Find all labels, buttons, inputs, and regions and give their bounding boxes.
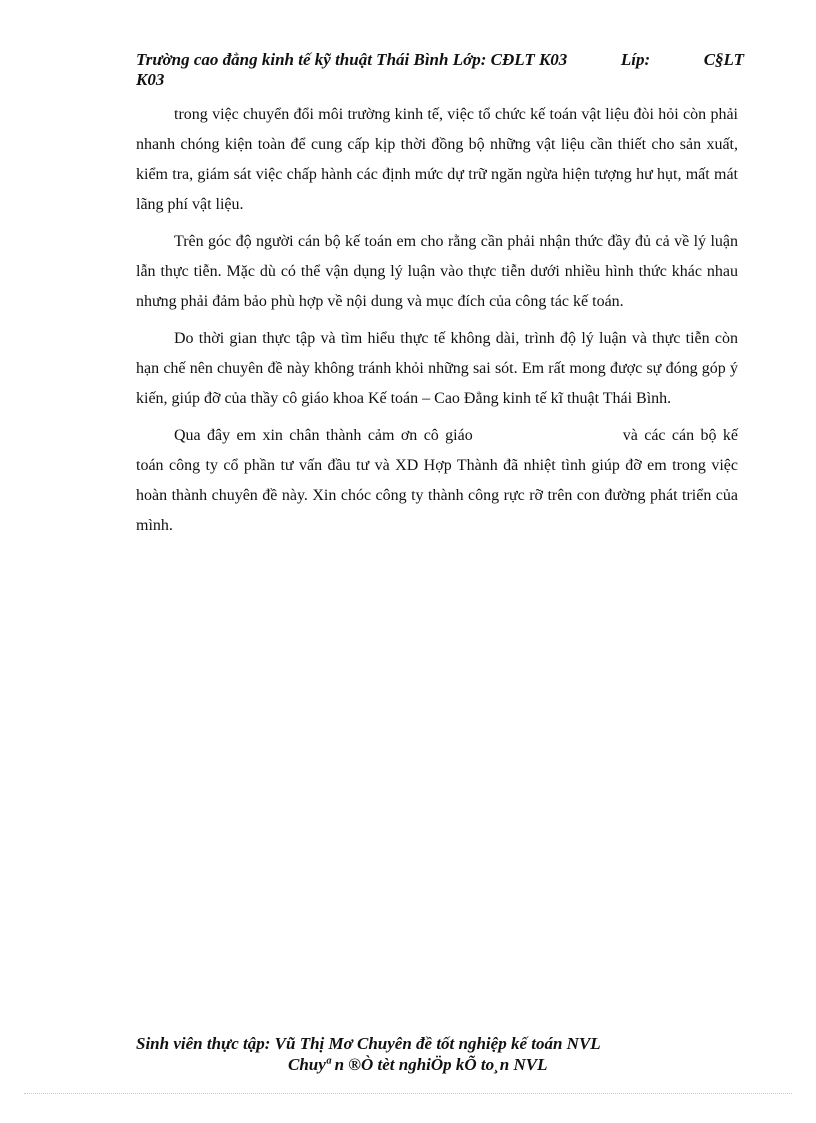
header-school-class: Trường cao đẳng kinh tế kỹ thuật Thái Bình Lớp: CĐLT K03 <box>136 50 568 69</box>
paragraph-2: Trên góc độ người cán bộ kế toán em cho rằng cần phải nhận thức đầy đủ cả về lý luận lẫn thực tiễn. Mặc dù có thể vận dụng lý luận vào thực tiễn dưới nhiều hình thức khác nhau nhưng phải đảm bảo phù hợp về nội dung và mục đích của công tác kế toán. <box>136 233 738 310</box>
header-row <box>136 50 744 70</box>
page-bottom-divider <box>24 1093 792 1094</box>
paragraph-1: trong việc chuyển đổi môi trường kinh tế, việc tổ chức kế toán vật liệu đòi hỏi còn phải nhanh chóng kiện toàn để cung cấp kịp thời đồng bộ những vật liệu cần thiết cho sản xuất, kiểm tra, giám sát việc chấp hành các định mức dự trữ ngăn ngừa hiện tượng hư hụt, mất mát lãng phí vật liệu. <box>136 106 738 213</box>
page-footer <box>136 1033 756 1075</box>
document-body <box>136 100 738 548</box>
footer-line-2: Chuyª n ®Ò tèt nghiÖp kÕ to¸n NVL <box>288 1055 548 1074</box>
paragraph-4 <box>136 421 738 541</box>
paragraph-4-end: và các cán bộ kế toán công ty cổ phần tư vấn đầu tư và XD Hợp Thành đã nhiệt tình giúp đỡ em trong việc hoàn thành chuyên đề này. Xin chóc công ty thành công rực rỡ trên con đường phát triển của mình. <box>136 427 738 534</box>
header-class-code: C§LT <box>703 50 744 69</box>
paragraph-3: Do thời gian thực tập và tìm hiểu thực tế không dài, trình độ lý luận và thực tiễn còn hạn chế nên chuyên đề này không tránh khỏi những sai sót. Em rất mong được sự đóng góp ý kiến, giúp đỡ của thầy cô giáo khoa Kế toán – Cao Đẳng kinh tế kĩ thuật Thái Bình. <box>136 330 738 407</box>
page-header <box>136 50 744 90</box>
paragraph-4-start: Qua đây em xin chân thành cảm ơn cô giáo <box>174 427 473 444</box>
header-class-label: Líp: <box>620 50 651 69</box>
footer-line-1: Sinh viên thực tập: Vũ Thị Mơ Chuyên đề tốt nghiệp kế toán NVL <box>136 1034 601 1053</box>
header-class-code-line2: K03 <box>136 70 165 89</box>
